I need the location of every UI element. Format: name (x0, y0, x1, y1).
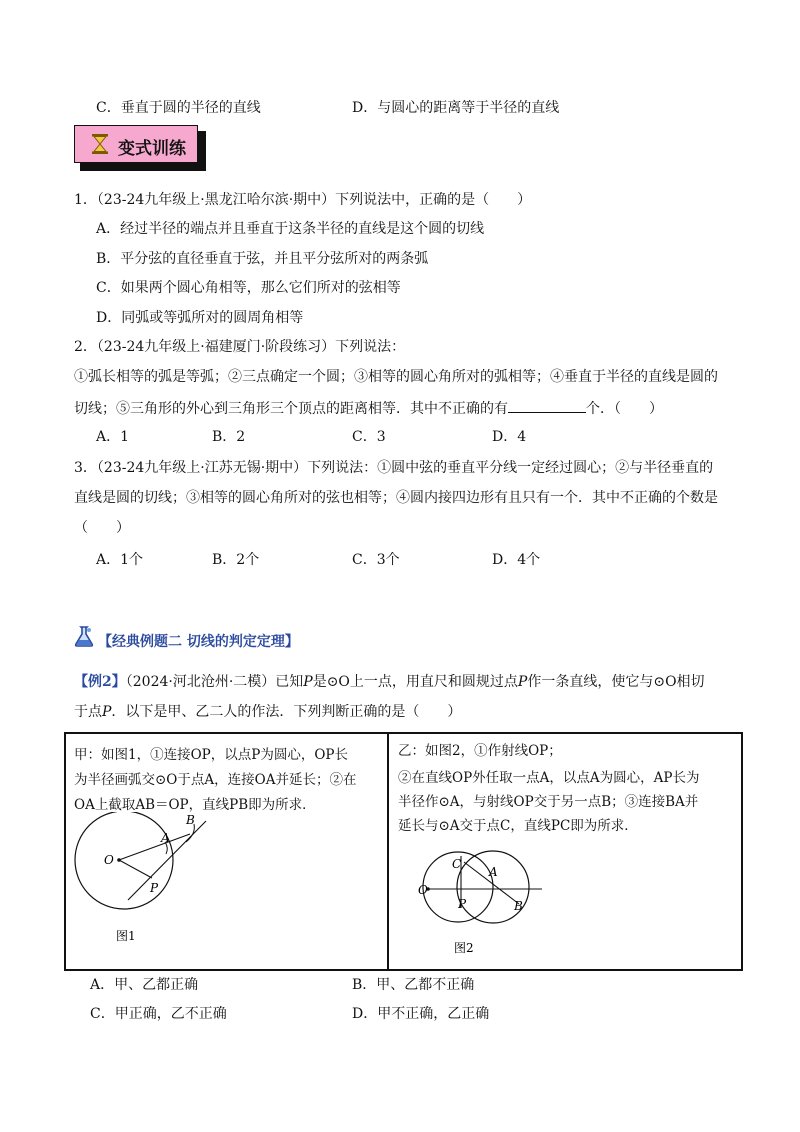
example-text: （2024·河北沧州·二模）已知 (125, 674, 304, 690)
answer-blank (508, 398, 586, 413)
q2-option-d: D．4 (492, 429, 527, 445)
example-tag: 【例2】 (74, 674, 126, 690)
q1-stem: 1．（23-24九年级上·黑龙江哈尔滨·期中）下列说法中，正确的是（ ） (74, 192, 532, 208)
label-c: C (452, 857, 462, 871)
q2-line2 (74, 398, 663, 418)
label-b: B (186, 813, 195, 827)
jia-line3: OA上截取AB＝OP，直线PB即为所求． (74, 797, 316, 813)
point-p: P (102, 704, 112, 720)
q1-option-c: C．如果两个圆心角相等，那么它们所对的弦相等 (96, 280, 401, 296)
answer-a: A．甲、乙都正确 (90, 977, 199, 993)
example-text: ．以下是甲、乙二人的作法．下列判断正确的是（ ） (111, 704, 462, 720)
q1-option-a: A．经过半径的端点并且垂直于这条半径的直线是这个圆的切线 (96, 221, 485, 237)
q2-option-b: B．2 (212, 429, 246, 445)
q3-option-c: C．3个 (352, 552, 400, 568)
yi-line1: 乙：如图2，①作射线OP； (398, 743, 562, 759)
q2-line1: ①弧长相等的弧是等弧；②三点确定一个圆；③相等的圆心角所对的弧相等；④垂直于半径的直线是圆的 (74, 369, 718, 385)
answer-b: B．甲、乙都不正确 (352, 977, 475, 993)
label-b: B (514, 899, 523, 913)
table-divider (387, 732, 389, 971)
hourglass-icon (90, 133, 110, 155)
q1-option-b: B．平分弦的直径垂直于弦，并且平分弦所对的两条弧 (96, 251, 429, 267)
yi-line3: 半径作⊙A，与射线OP交于另一点B；③连接BA并 (398, 794, 699, 810)
label-p: P (150, 881, 159, 895)
label-o: O (104, 853, 114, 867)
label-a: A (161, 831, 170, 845)
option-d: D．与圆心的距离等于半径的直线 (352, 100, 560, 116)
label-a: A (489, 865, 498, 879)
banner-label: 变式训练 (118, 139, 186, 159)
point-p: P (517, 674, 528, 690)
example-line1 (74, 673, 705, 691)
answer-d: D．甲不正确，乙正确 (352, 1006, 490, 1022)
example-text: 是⊙O上一点，用直尺和圆规过点 (312, 674, 518, 690)
yi-line4: 延长与⊙A交于点C，直线PC即为所求． (398, 818, 638, 834)
q2-stem: 2．（23-24九年级上·福建厦门·阶段练习）下列说法： (74, 339, 406, 355)
q3-line3: （ ） (74, 520, 130, 536)
example-text: 作一条直线，使它与⊙O相切 (527, 674, 705, 690)
q2-line2-text: 切线；⑤三角形的外心到三角形三个顶点的距离相等．其中不正确的有 (74, 401, 508, 417)
label-o: O (418, 883, 428, 897)
option-c: C．垂直于圆的半径的直线 (96, 100, 261, 116)
q3-option-a: A．1个 (96, 552, 144, 568)
example-line2 (74, 703, 461, 721)
q3-line2: 直线是圆的切线；③相等的圆心角所对的弦也相等；④圆内接四边形有且只有一个．其中不正确的个数是 (74, 490, 718, 506)
q2-option-a: A．1 (96, 429, 130, 445)
figure-1 (68, 812, 228, 952)
label-p: P (458, 897, 467, 911)
section-title: 【经典例题二 切线的判定定理】 (98, 634, 299, 650)
q2-option-c: C．3 (352, 429, 386, 445)
flask-icon (72, 624, 96, 648)
point-p: P (303, 674, 313, 690)
answer-c: C．甲正确，乙不正确 (90, 1006, 227, 1022)
example-text: 于点 (74, 704, 102, 720)
q3-option-d: D．4个 (492, 552, 541, 568)
q2-line2-tail: 个．（ ） (586, 401, 663, 417)
jia-line1: 甲：如图1，①连接OP，以点P为圆心，OP长 (74, 747, 348, 763)
practice-banner (74, 125, 206, 171)
q3-option-b: B．2个 (212, 552, 260, 568)
q3-line1: 3．（23-24九年级上·江苏无锡·期中）下列说法：①圆中弦的垂直平分线一定经过圆心；②与半径垂直的 (74, 460, 714, 476)
yi-line2: ②在直线OP外任取一点A，以点A为圆心，AP长为 (398, 770, 700, 786)
figure-1-caption: 图1 (116, 929, 136, 943)
jia-line2: 为半径画弧交⊙O于点A，连接OA并延长；②在 (74, 772, 357, 788)
figure-2-caption: 图2 (454, 941, 474, 955)
q1-option-d: D．同弧或等弧所对的圆周角相等 (96, 310, 304, 326)
figure-2 (392, 846, 552, 966)
